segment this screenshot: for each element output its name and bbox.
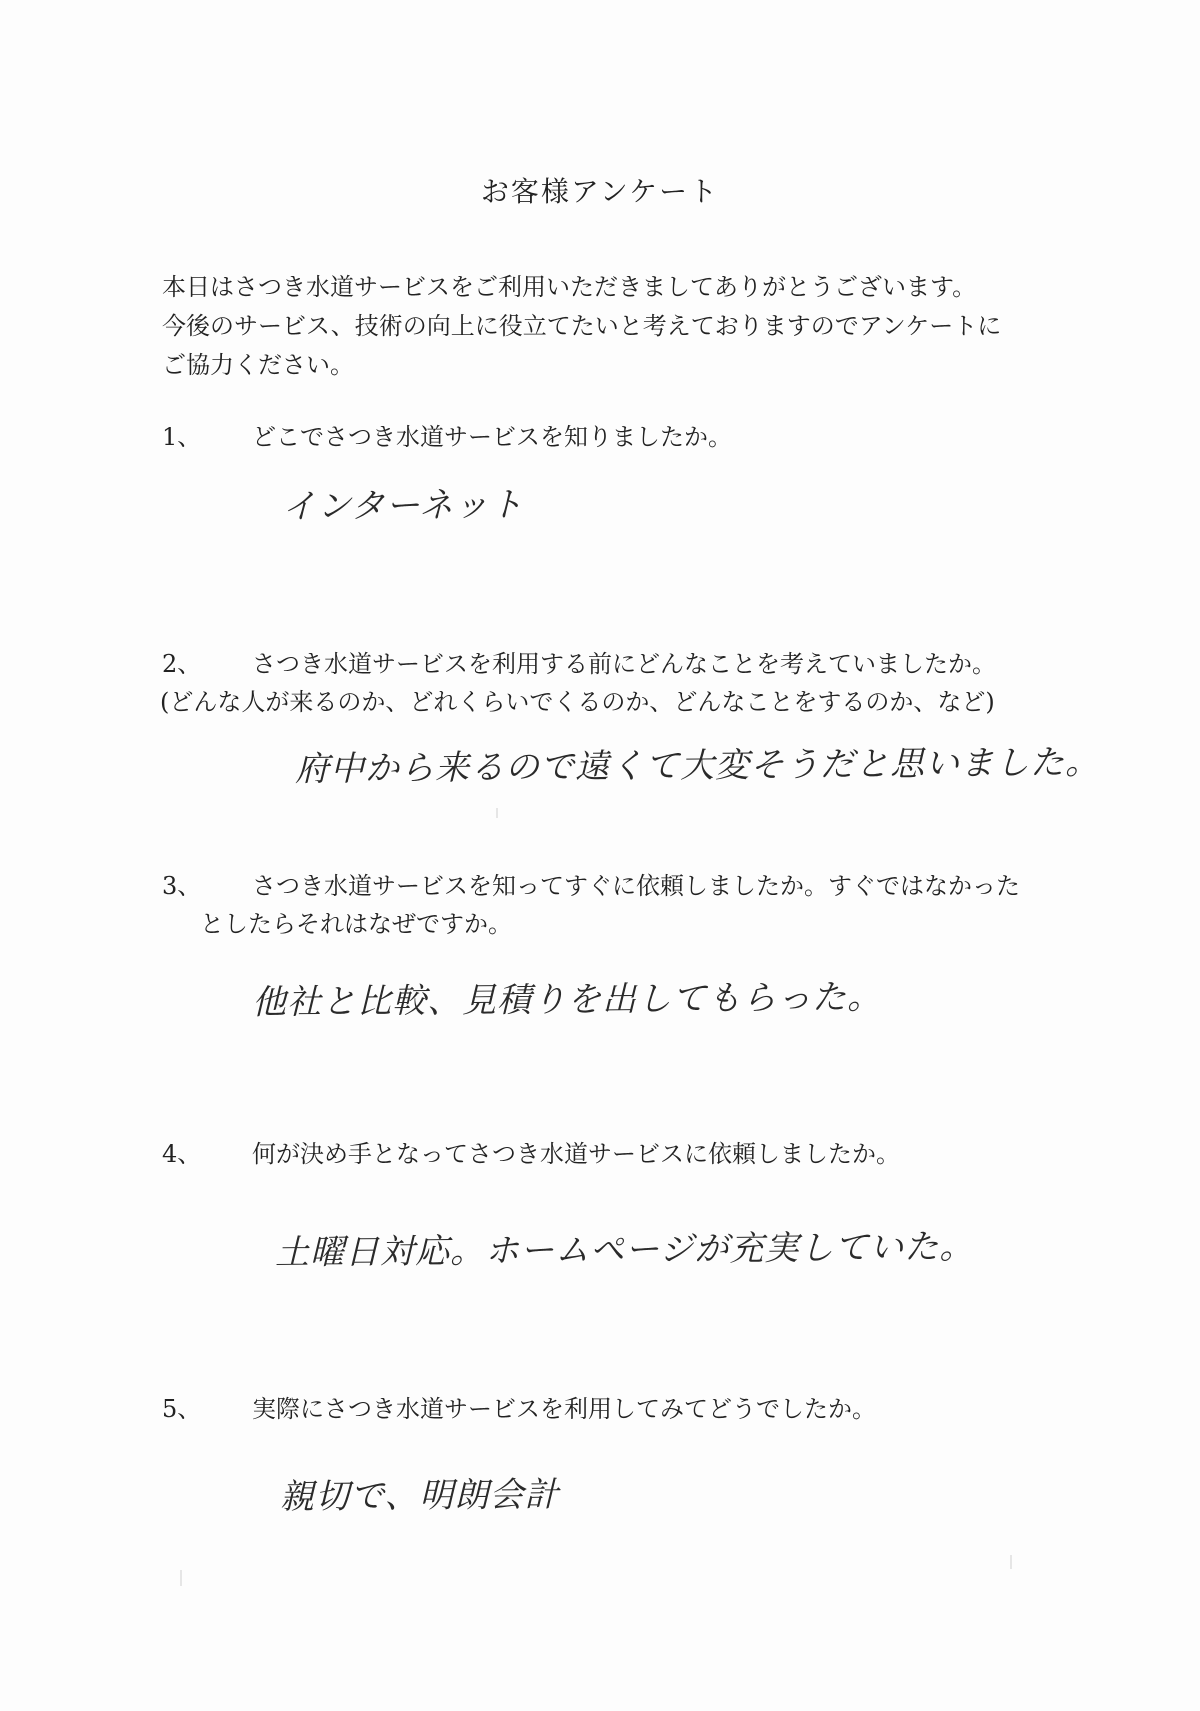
answer-2-handwritten: 府中から来るので遠くて大変そうだと思いました。	[294, 742, 1101, 790]
answer-3-handwritten: 他社と比較、見積りを出してもらった。	[251, 977, 883, 1023]
page-title: お客様アンケート	[480, 175, 720, 208]
question-text: 何が決め手となってさつき水道サービスに依頼しましたか。	[252, 1140, 900, 1168]
answer-1-handwritten: インターネット	[281, 484, 525, 528]
question-number: 1、	[162, 423, 202, 451]
intro-paragraph	[162, 268, 1062, 385]
intro-line: ご協力ください。	[162, 351, 354, 379]
question-text: さつき水道サービスを利用する前にどんなことを考えていましたか。	[252, 650, 996, 678]
question-subtext: としたらそれはなぜですか。	[200, 910, 512, 938]
question-text: さつき水道サービスを知ってすぐに依頼しましたか。すぐではなかった	[252, 872, 1020, 900]
question-number: 2、	[162, 650, 202, 678]
scan-mark	[180, 1570, 182, 1586]
question-number: 5、	[162, 1395, 202, 1423]
question-text: 実際にさつき水道サービスを利用してみてどうでしたか。	[252, 1395, 876, 1423]
intro-line: 今後のサービス、技術の向上に役立てたいと考えておりますのでアンケートに	[162, 312, 1002, 340]
answer-5-handwritten: 親切で、明朗会計	[279, 1474, 560, 1518]
question-number: 4、	[162, 1140, 202, 1168]
question-number: 3、	[162, 872, 202, 900]
scan-mark	[1010, 1555, 1012, 1569]
intro-line: 本日はさつき水道サービスをご利用いただきましてありがとうございます。	[162, 273, 977, 301]
answer-4-handwritten: 土曜日対応。ホームページが充実していた。	[274, 1226, 975, 1274]
scan-mark	[496, 808, 498, 818]
question-text: どこでさつき水道サービスを知りましたか。	[252, 423, 732, 451]
question-subtext: (どんな人が来るのか、どれくらいでくるのか、どんなことをするのか、など)	[160, 688, 995, 716]
